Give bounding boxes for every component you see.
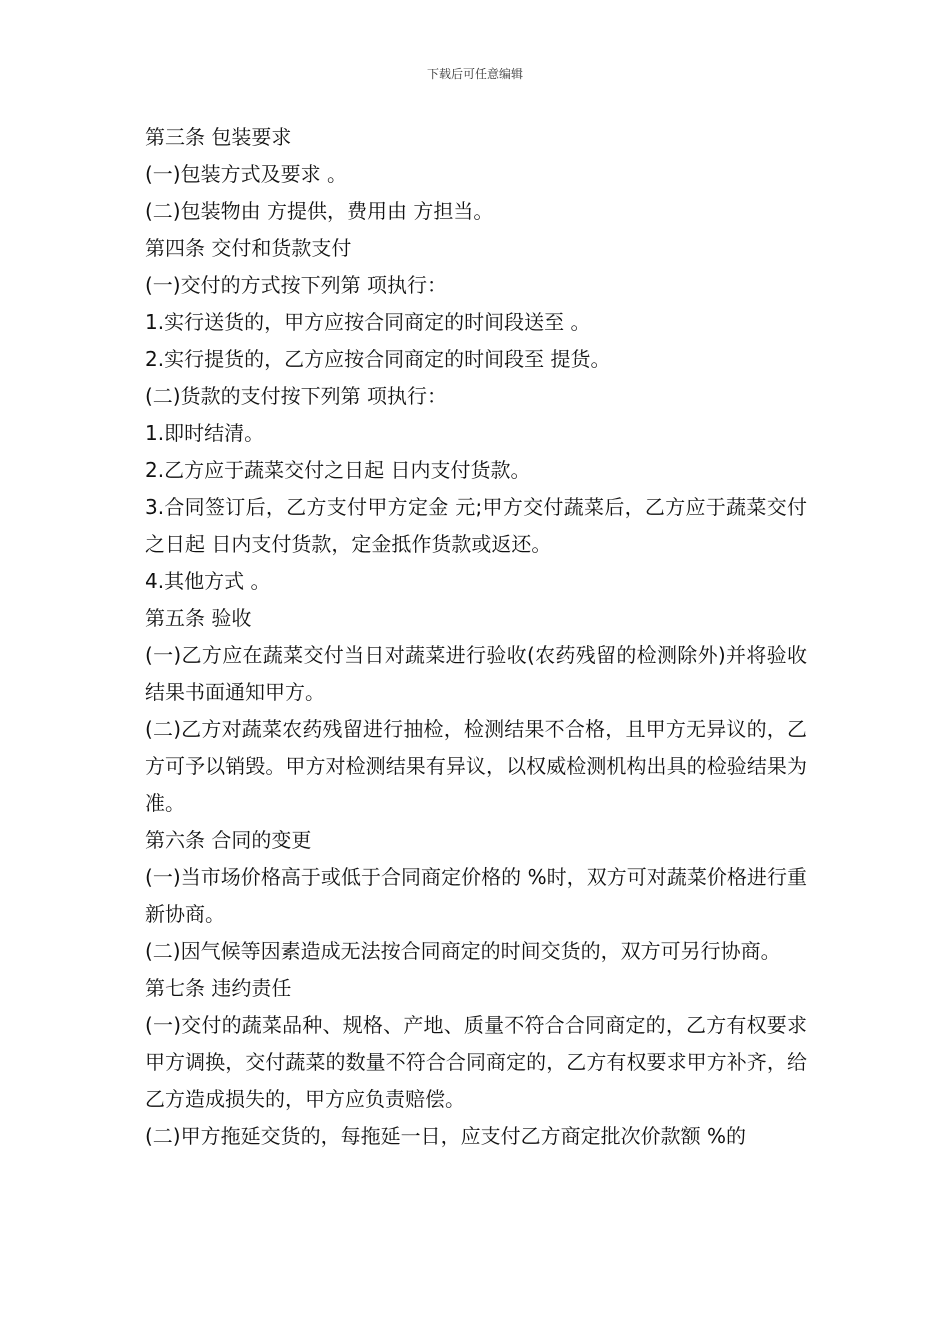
document-body bbox=[145, 119, 807, 1155]
section-heading-4: 第四条 交付和货款支付 bbox=[145, 236, 352, 260]
section-heading-3: 第三条 包装要求 bbox=[145, 125, 292, 149]
clause-paragraph: (二)乙方对蔬菜农药残留进行抽检，检测结果不合格，且甲方无异议的，乙方可予以销毁。甲方对检测结果有异议，以权威检测机构出具的检验结果为准。 bbox=[145, 717, 807, 815]
clause-paragraph: (一)交付的蔬菜品种、规格、产地、质量不符合合同商定的，乙方有权要求甲方调换，交付蔬菜的数量不符合合同商定的，乙方有权要求甲方补齐，给乙方造成损失的，甲方应负责赔偿。 bbox=[145, 1013, 807, 1111]
clause-paragraph: 1.即时结清。 bbox=[145, 421, 265, 445]
clause-paragraph: (二)因气候等因素造成无法按合同商定的时间交货的，双方可另行协商。 bbox=[145, 939, 781, 963]
clause-paragraph: (一)当市场价格高于或低于合同商定价格的 %时，双方可对蔬菜价格进行重新协商。 bbox=[145, 865, 807, 926]
clause-paragraph: 1.实行送货的，甲方应按合同商定的时间段送至 。 bbox=[145, 310, 591, 334]
clause-paragraph: (一)乙方应在蔬菜交付当日对蔬菜进行验收(农药残留的检测除外)并将验收结果书面通知甲方。 bbox=[145, 643, 807, 704]
clause-paragraph: (一)交付的方式按下列第 项执行： bbox=[145, 273, 447, 297]
clause-paragraph: 3.合同签订后，乙方支付甲方定金 元;甲方交付蔬菜后，乙方应于蔬菜交付之日起 日内支付货款，定金抵作货款或返还。 bbox=[145, 495, 807, 556]
clause-paragraph: (二)包装物由 方提供，费用由 方担当。 bbox=[145, 199, 494, 223]
page-header: 下载后可任意编辑 bbox=[426, 67, 523, 81]
clause-paragraph: 4.其他方式 。 bbox=[145, 569, 271, 593]
clause-paragraph: 2.乙方应于蔬菜交付之日起 日内支付货款。 bbox=[145, 458, 531, 482]
clause-paragraph: (二)货款的支付按下列第 项执行： bbox=[145, 384, 447, 408]
clause-paragraph: 2.实行提货的，乙方应按合同商定的时间段至 提货。 bbox=[145, 347, 611, 371]
clause-paragraph: (二)甲方拖延交货的，每拖延一日，应支付乙方商定批次价款额 %的 bbox=[145, 1124, 746, 1148]
clause-paragraph: (一)包装方式及要求 。 bbox=[145, 162, 347, 186]
section-heading-7: 第七条 违约责任 bbox=[145, 976, 292, 1000]
section-heading-6: 第六条 合同的变更 bbox=[145, 828, 312, 852]
section-heading-5: 第五条 验收 bbox=[145, 606, 252, 630]
